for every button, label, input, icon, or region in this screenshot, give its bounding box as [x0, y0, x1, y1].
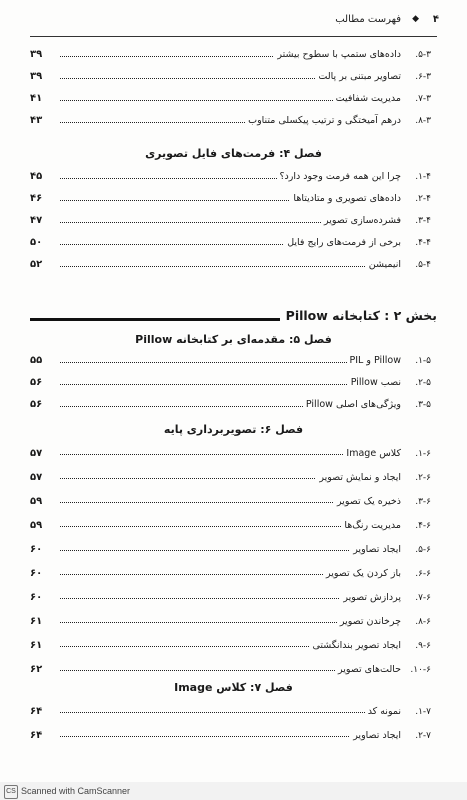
toc-entry: ۶-۳. تصاویر مبتنی بر پالت ۳۹ [30, 66, 437, 88]
chapter-heading: فصل ۴: فرمت‌های فایل تصویری [145, 147, 322, 160]
toc-entry: ۱-۵. Pillow و PIL ۵۵ [30, 350, 437, 372]
toc-entry: ۱۰-۶. حالت‌های تصویر ۶۲ [30, 658, 437, 682]
toc-entry: ۹-۶. ایجاد تصویر بندانگشتی ۶۱ [30, 634, 437, 658]
toc-entry: ۷-۳. مدیریت شفافیت ۴۱ [30, 88, 437, 110]
chapter-heading: فصل ۷: کلاس Image [174, 681, 293, 694]
toc-entry: ۴-۴. برخی از فرمت‌های رایج فایل ۵۰ [30, 232, 437, 254]
part-heading: بخش ۲ : کتابخانه Pillow [30, 304, 437, 328]
toc-entry: ۳-۶. ذخیره یک تصویر ۵۹ [30, 490, 437, 514]
toc-block-2 [30, 166, 437, 276]
toc-chapter-4 [30, 142, 437, 166]
toc-block-4 [30, 442, 437, 682]
toc-entry: ۲-۴. داده‌های تصویری و متادیتاها ۴۶ [30, 188, 437, 210]
toc-entry: ۳-۴. فشرده‌سازی تصویر ۴۷ [30, 210, 437, 232]
toc-entry: ۱-۶. کلاس Image ۵۷ [30, 442, 437, 466]
header-rule [30, 36, 437, 37]
toc-block-3 [30, 350, 437, 416]
chapter-heading: فصل ۶: تصویربرداری پایه [163, 423, 304, 436]
watermark-text: Scanned with CamScanner [21, 786, 131, 796]
toc-entry: ۲-۶. ایجاد و نمایش تصویر ۵۷ [30, 466, 437, 490]
diamond-icon: ◆ [412, 14, 419, 24]
toc-entry: ۵-۴. انیمیشن ۵۲ [30, 254, 437, 276]
page-header [28, 14, 439, 32]
toc-entry: ۵-۶. ایجاد تصاویر ۶۰ [30, 538, 437, 562]
toc-entry: ۲-۷. ایجاد تصاویر ۶۴ [30, 724, 437, 748]
toc-block-5 [30, 700, 437, 748]
toc-entry: ۱-۷. نمونه کد ۶۴ [30, 700, 437, 724]
toc-entry: ۷-۶. پردازش تصویر ۶۰ [30, 586, 437, 610]
chapter-heading: فصل ۵: مقدمه‌ای بر کتابخانه Pillow [135, 333, 332, 346]
scanner-watermark [0, 782, 467, 800]
toc-part-2 [30, 304, 437, 352]
header-title: فهرست مطالب [335, 14, 401, 25]
toc-entry: ۲-۵. نصب Pillow ۵۶ [30, 372, 437, 394]
toc-entry: ۱-۴. چرا این همه فرمت وجود دارد؟ ۴۵ [30, 166, 437, 188]
toc-entry: ۶-۶. باز کردن یک تصویر ۶۰ [30, 562, 437, 586]
toc-entry: ۴-۶. مدیریت رنگ‌ها ۵۹ [30, 514, 437, 538]
toc-chapter-6 [30, 418, 437, 442]
camscanner-icon: CS [4, 785, 18, 799]
toc-entry: ۵-۳. داده‌های ستمپ با سطوح بیشتر ۳۹ [30, 44, 437, 66]
toc-block-1 [30, 44, 437, 132]
toc-entry: ۳-۵. ویژگی‌های اصلی Pillow ۵۶ [30, 394, 437, 416]
page-number: ۴ [432, 14, 439, 25]
toc-entry: ۸-۶. چرخاندن تصویر ۶۱ [30, 610, 437, 634]
toc-entry: ۸-۳. درهم آمیختگی و ترتیب پیکسلی متناوب ۴۳ [30, 110, 437, 132]
